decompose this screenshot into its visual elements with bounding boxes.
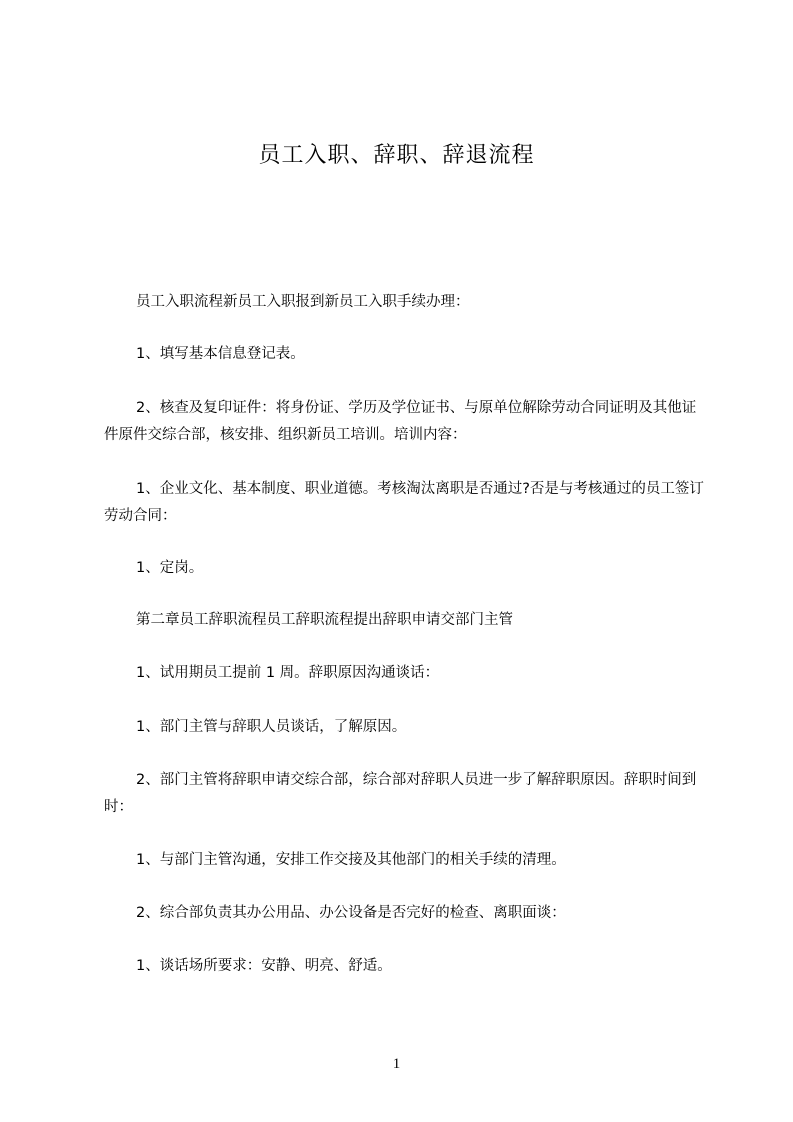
paragraph-fill-form: 1、填写基本信息登记表。 <box>136 346 305 362</box>
paragraph-handover: 1、与部门主管沟通，安排工作交接及其他部门的相关手续的清理。 <box>136 852 566 868</box>
document-title: 员工入职、辞职、辞退流程 <box>258 143 535 168</box>
paragraph-probation-notice: 1、试用期员工提前 1 周。辞职原因沟通谈话： <box>136 665 440 681</box>
paragraph-interview-venue: 1、谈话场所要求：安静、明亮、舒适。 <box>136 958 392 974</box>
page-number: 1 <box>392 1056 401 1072</box>
paragraph-submit-resignation: 2、部门主管将辞职申请交综合部，综合部对辞职人员进一步了解辞职原因。辞职时间到时： <box>104 772 697 815</box>
paragraph-training-content: 1、企业文化、基本制度、职业道德。考核淘汰离职是否通过?否是与考核通过的员工签订劳动合同： <box>104 481 704 524</box>
paragraph-chapter-two-resignation: 第二章员工辞职流程员工辞职流程提出辞职申请交部门主管 <box>136 612 513 628</box>
paragraph-manager-talk: 1、部门主管与辞职人员谈话，了解原因。 <box>136 719 407 735</box>
paragraph-verify-documents: 2、核查及复印证件：将身份证、学历及学位证书、与原单位解除劳动合同证明及其他证件原件交综合部，核安排、组织新员工培训。培训内容： <box>104 400 697 443</box>
paragraph-assign-position: 1、定岗。 <box>136 560 204 576</box>
paragraph-onboarding-intro: 员工入职流程新员工入职报到新员工入职手续办理： <box>136 294 470 310</box>
paragraph-equipment-check: 2、综合部负责其办公用品、办公设备是否完好的检查、离职面谈： <box>136 905 566 921</box>
